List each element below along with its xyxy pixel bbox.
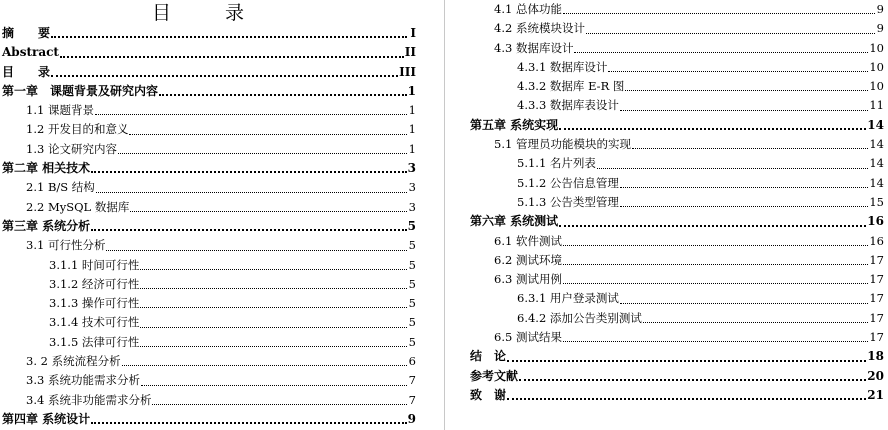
toc-entry-page: 18 xyxy=(867,349,884,364)
toc-entry-title: 4.3 数据库设计 xyxy=(494,40,574,55)
toc-entry-title: 2.2 MySQL 数据库 xyxy=(26,199,130,214)
toc-leader-dots xyxy=(559,225,866,227)
toc-entry[interactable] xyxy=(0,391,420,410)
toc-entry[interactable] xyxy=(468,309,888,328)
toc-entry-page: 10 xyxy=(869,59,884,74)
toc-entry[interactable] xyxy=(0,140,420,159)
toc-entry-title: 1.3 论文研究内容 xyxy=(26,141,117,156)
toc-entry-page: 3 xyxy=(407,161,416,176)
toc-entry-page: 14 xyxy=(869,137,884,152)
toc-entry[interactable] xyxy=(468,193,888,212)
toc-leader-dots xyxy=(597,168,868,169)
toc-entry-page: 16 xyxy=(869,233,884,248)
toc-leader-dots xyxy=(632,148,868,149)
toc-entry-page: III xyxy=(399,64,416,79)
toc-entry[interactable] xyxy=(0,275,420,294)
toc-entry-page: II xyxy=(404,45,416,60)
toc-entry[interactable] xyxy=(468,19,888,38)
toc-entry[interactable] xyxy=(0,178,420,197)
toc-entry[interactable] xyxy=(0,294,420,313)
toc-leader-dots xyxy=(519,379,866,381)
toc-entry[interactable] xyxy=(468,135,888,154)
toc-entry-page: 3 xyxy=(408,199,416,214)
toc-entry[interactable] xyxy=(0,371,420,390)
toc-list-right xyxy=(468,0,888,405)
toc-entry[interactable] xyxy=(0,236,420,255)
toc-entry-page: 10 xyxy=(869,79,884,94)
toc-leader-dots xyxy=(620,206,868,207)
toc-entry-title: 4.3.1 数据库设计 xyxy=(517,59,608,74)
toc-entry[interactable] xyxy=(0,256,420,275)
toc-leader-dots xyxy=(620,187,868,188)
toc-entry-page: 17 xyxy=(869,291,884,306)
toc-entry[interactable] xyxy=(0,24,420,43)
toc-leader-dots xyxy=(140,269,407,270)
toc-leader-dots xyxy=(574,52,868,53)
toc-entry-title: 第五章 系统实现 xyxy=(470,117,559,132)
toc-list-left xyxy=(0,24,420,429)
page-divider xyxy=(444,0,445,430)
toc-entry-page: 5 xyxy=(408,315,416,330)
toc-entry[interactable] xyxy=(0,410,420,429)
toc-entry-title: 目 录 xyxy=(2,64,51,79)
toc-entry[interactable] xyxy=(0,101,420,120)
toc-entry[interactable] xyxy=(468,289,888,308)
toc-entry-title: 4.2 系统模块设计 xyxy=(494,21,585,36)
toc-leader-dots xyxy=(563,264,868,265)
toc-entry[interactable] xyxy=(468,367,888,386)
toc-leader-dots xyxy=(91,171,406,173)
toc-entry[interactable] xyxy=(0,43,420,62)
toc-entry-title: 3.1.1 时间可行性 xyxy=(49,257,140,272)
toc-entry-title: 3. 2 系统流程分析 xyxy=(26,354,121,369)
toc-entry-page: 10 xyxy=(869,40,884,55)
toc-entry-page: 3 xyxy=(408,180,416,195)
toc-entry-title: 结 论 xyxy=(470,349,507,364)
toc-leader-dots xyxy=(51,75,398,77)
toc-leader-dots xyxy=(563,341,868,342)
page-gutter xyxy=(420,0,468,430)
toc-leader-dots xyxy=(625,90,868,91)
toc-leader-dots xyxy=(51,36,407,38)
toc-entry-page: 17 xyxy=(869,310,884,325)
toc-entry-page: 5 xyxy=(408,334,416,349)
toc-entry-title: 3.1.4 技术可行性 xyxy=(49,315,140,330)
toc-entry-title: 6.5 测试结果 xyxy=(494,330,562,345)
toc-leader-dots xyxy=(563,13,875,14)
toc-entry-title: 4.3.3 数据库表设计 xyxy=(517,98,619,113)
toc-entry-page: 5 xyxy=(408,276,416,291)
toc-entry[interactable] xyxy=(468,58,888,77)
toc-entry-page: 14 xyxy=(869,156,884,171)
toc-leader-dots xyxy=(620,303,868,304)
toc-leader-dots xyxy=(140,288,407,289)
toc-leader-dots xyxy=(140,346,407,347)
toc-entry-title: 致 谢 xyxy=(470,387,507,402)
toc-entry[interactable] xyxy=(468,174,888,193)
toc-entry-page: 17 xyxy=(869,272,884,287)
toc-leader-dots xyxy=(60,56,404,58)
toc-entry-title: 3.1.5 法律可行性 xyxy=(49,334,140,349)
toc-entry-title: 3.1.3 操作可行性 xyxy=(49,296,140,311)
toc-leader-dots xyxy=(563,245,868,246)
toc-entry-title: 第六章 系统测试 xyxy=(470,214,559,229)
toc-entry-page: 14 xyxy=(867,117,884,132)
toc-entry-page: 11 xyxy=(869,98,884,113)
toc-entry-page: 5 xyxy=(408,296,416,311)
toc-leader-dots xyxy=(129,134,407,135)
toc-entry-title: 2.1 B/S 结构 xyxy=(26,180,95,195)
toc-leader-dots xyxy=(96,192,407,193)
toc-leader-dots xyxy=(586,33,875,34)
toc-entry-title: 第二章 相关技术 xyxy=(2,161,91,176)
toc-entry-page: 1 xyxy=(408,103,416,118)
toc-entry[interactable] xyxy=(0,352,420,371)
toc-entry-title: 6.1 软件测试 xyxy=(494,233,562,248)
toc-entry-title: Abstract xyxy=(2,45,59,60)
toc-entry-title: 1.2 开发目的和意义 xyxy=(26,122,129,137)
toc-entry[interactable] xyxy=(468,39,888,58)
toc-entry[interactable] xyxy=(468,347,888,366)
toc-entry[interactable] xyxy=(468,270,888,289)
toc-entry[interactable] xyxy=(0,63,420,82)
toc-leader-dots xyxy=(95,114,407,115)
toc-entry-page: 15 xyxy=(869,194,884,209)
toc-page-right xyxy=(468,0,888,430)
toc-entry-title: 第一章 课题背景及研究内容 xyxy=(2,83,159,98)
toc-entry-page: 14 xyxy=(869,175,884,190)
toc-entry-page: 9 xyxy=(876,21,884,36)
toc-entry-title: 3.4 系统非功能需求分析 xyxy=(26,392,152,407)
toc-leader-dots xyxy=(91,422,406,424)
toc-entry-page: 21 xyxy=(867,387,884,402)
toc-leader-dots xyxy=(159,94,407,96)
toc-entry-title: 参考文献 xyxy=(470,368,519,383)
toc-leader-dots xyxy=(118,153,407,154)
toc-entry-title: 3.3 系统功能需求分析 xyxy=(26,373,140,388)
toc-entry-title: 3.1 可行性分析 xyxy=(26,238,106,253)
toc-entry[interactable] xyxy=(0,313,420,332)
toc-leader-dots xyxy=(507,398,866,400)
toc-leader-dots xyxy=(152,404,407,405)
toc-entry-title: 4.1 总体功能 xyxy=(494,2,562,16)
toc-entry-title: 5.1.1 名片列表 xyxy=(517,156,596,171)
toc-entry[interactable] xyxy=(468,154,888,173)
toc-leader-dots xyxy=(122,365,407,366)
toc-entry[interactable] xyxy=(468,116,888,135)
toc-entry-page: 17 xyxy=(869,252,884,267)
toc-entry-page: 20 xyxy=(867,368,884,383)
toc-entry-page: 1 xyxy=(407,83,416,98)
toc-entry-page: 7 xyxy=(408,392,416,407)
toc-entry-title: 摘 要 xyxy=(2,26,51,40)
toc-entry[interactable] xyxy=(0,217,420,236)
toc-entry-page: 17 xyxy=(869,330,884,345)
toc-entry[interactable] xyxy=(468,0,888,19)
toc-leader-dots xyxy=(140,307,407,308)
toc-entry-page: 7 xyxy=(408,373,416,388)
toc-entry-title: 5.1 管理员功能模块的实现 xyxy=(494,137,631,152)
toc-leader-dots xyxy=(563,283,868,284)
toc-entry-page: 1 xyxy=(408,122,416,137)
toc-entry-title: 第四章 系统设计 xyxy=(2,411,91,426)
toc-entry-page: 16 xyxy=(867,214,884,229)
toc-entry[interactable] xyxy=(0,198,420,217)
toc-entry-title: 5.1.2 公告信息管理 xyxy=(517,175,619,190)
toc-leader-dots xyxy=(620,110,868,111)
toc-entry[interactable] xyxy=(468,386,888,405)
toc-leader-dots xyxy=(140,327,407,328)
toc-entry-page: 5 xyxy=(408,238,416,253)
toc-entry-page: 1 xyxy=(408,141,416,156)
toc-entry[interactable] xyxy=(0,82,420,101)
toc-leader-dots xyxy=(608,71,868,72)
toc-entry-title: 6.3.1 用户登录测试 xyxy=(517,291,619,306)
toc-entry-title: 1.1 课题背景 xyxy=(26,103,94,118)
toc-entry[interactable] xyxy=(0,333,420,352)
toc-entry-page: I xyxy=(410,26,416,40)
toc-entry-title: 第三章 系统分析 xyxy=(2,218,91,233)
toc-entry[interactable] xyxy=(0,159,420,178)
toc-entry[interactable] xyxy=(468,328,888,347)
toc-entry-title: 5.1.3 公告类型管理 xyxy=(517,194,619,209)
toc-leader-dots xyxy=(91,229,406,231)
toc-entry-page: 6 xyxy=(408,354,416,369)
toc-entry-title: 3.1.2 经济可行性 xyxy=(49,276,140,291)
toc-entry-page: 5 xyxy=(408,257,416,272)
toc-leader-dots xyxy=(507,360,866,362)
toc-entry-page: 9 xyxy=(876,2,884,16)
toc-page-left xyxy=(0,0,420,430)
toc-leader-dots xyxy=(141,385,407,386)
toc-leader-dots xyxy=(559,128,866,130)
toc-entry-page: 5 xyxy=(407,218,416,233)
toc-entry-title: 6.4.2 添加公告类别测试 xyxy=(517,310,642,325)
toc-entry[interactable] xyxy=(468,232,888,251)
toc-entry[interactable] xyxy=(468,96,888,115)
toc-entry[interactable] xyxy=(0,120,420,139)
toc-leader-dots xyxy=(643,322,868,323)
toc-entry-title: 6.2 测试环境 xyxy=(494,252,562,267)
toc-title: 目 录 xyxy=(151,2,269,24)
toc-leader-dots xyxy=(130,211,407,212)
toc-leader-dots xyxy=(106,250,407,251)
toc-entry[interactable] xyxy=(468,212,888,231)
toc-entry[interactable] xyxy=(468,251,888,270)
toc-entry-page: 9 xyxy=(407,411,416,426)
toc-entry[interactable] xyxy=(468,77,888,96)
toc-entry-title: 4.3.2 数据库 E-R 图 xyxy=(517,79,625,94)
toc-entry-title: 6.3 测试用例 xyxy=(494,272,562,287)
